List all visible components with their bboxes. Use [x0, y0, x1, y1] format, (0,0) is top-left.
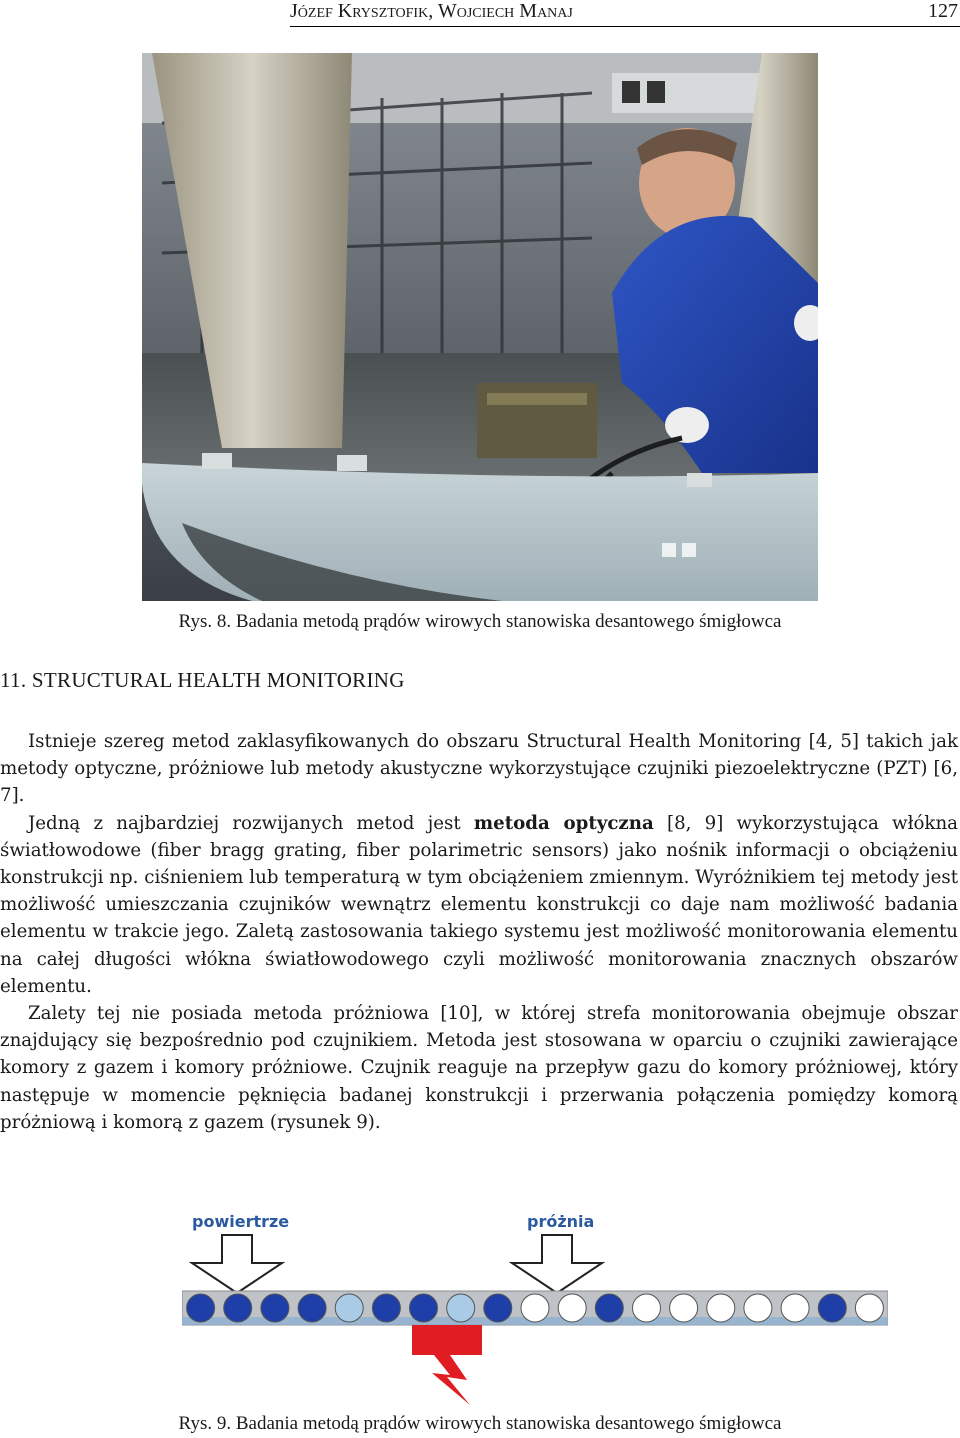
vacuum-chamber: [781, 1294, 809, 1322]
air-chamber: [818, 1294, 846, 1322]
air-chamber: [224, 1294, 252, 1322]
air-chamber: [261, 1294, 289, 1322]
air-chamber: [484, 1294, 512, 1322]
air-chamber: [410, 1294, 438, 1322]
label-vacuum: próżnia: [527, 1212, 595, 1231]
running-head: [290, 0, 960, 27]
air-chamber: [372, 1294, 400, 1322]
arrow-vacuum-icon: [512, 1235, 602, 1293]
air-chamber: [595, 1294, 623, 1322]
mixed-chamber: [335, 1294, 363, 1322]
paragraph-2-bold-term: metoda optyczna: [473, 812, 654, 834]
paragraph-3: Zalety tej nie posiada metoda próżniowa [10], w której strefa monitorowania obejmuje obszar znajdujący się bezpośrednio pod czujnikiem. Metoda jest stosowana w oparciu o czujniki zawierające komory z gazem i komory próżniowe. Czujnik reaguje na przepływ gazu do komory próżniowej, który następuje w momencie pęknięcia badanej konstrukcji i przerwania połączenia pomiędzy komorą próżniową i komorą z gazem (rysunek 9).: [0, 1003, 958, 1133]
mixed-chamber: [447, 1294, 475, 1322]
page-number: 127: [928, 0, 958, 22]
helicopter-ramp-photo: [142, 53, 818, 601]
air-chamber: [298, 1294, 326, 1322]
figure-9-caption: Rys. 9. Badania metodą prądów wirowych stanowiska desantowego śmigłowca: [178, 1413, 782, 1434]
arrow-air-icon: [192, 1235, 282, 1293]
vacuum-chamber: [521, 1294, 549, 1322]
running-head-authors: Józef Krysztofik, Wojciech Manaj: [290, 0, 573, 22]
paragraph-2: [0, 810, 958, 1000]
figure-9-diagram: [182, 1205, 888, 1405]
vacuum-chamber: [558, 1294, 586, 1322]
body-text: [0, 728, 958, 1136]
figure-8-caption: Rys. 8. Badania metodą prądów wirowych stanowiska desantowego śmigłowca: [178, 611, 782, 632]
paragraph-1: Istnieje szereg metod zaklasyfikowanych do obszaru Structural Health Monitoring [4, 5] takich jak metody optyczne, próżniowe lub metody akustyczne wykorzystujące czujniki piezoelektryczne (PZT) [6, 7].: [0, 731, 958, 807]
label-air: powiertrze: [192, 1212, 290, 1231]
vacuum-chamber: [744, 1294, 772, 1322]
vacuum-chamber: [855, 1294, 883, 1322]
vacuum-chamber: [670, 1294, 698, 1322]
vacuum-chamber: [707, 1294, 735, 1322]
paragraph-2-rest: [8, 9] wykorzystująca włókna światłowodowe (fiber bragg grating, fiber polarimetric sensors) jako nośnik informacji o obciążeniu konstrukcji np. ciśnieniem lub temperaturą w tym obciążeniem zmiennym. Wyróżnikiem tej metody jest możliwość umieszczania czujników wewnątrz elementu konstrukcji co daje nam możliwość badania elementu w trakcie jego. Zaletą zastosowania takiego systemu jest możliwość monitorowania elementu na całej długości włókna światłowodowego czyli możliwość monitorowania znacznych obszarów elementu.: [0, 812, 959, 997]
air-chamber: [187, 1294, 215, 1322]
figure-8-photo: [142, 53, 818, 601]
paragraph-2-start: Jedną z najbardziej rozwijanych metod jest: [28, 812, 474, 834]
vacuum-sensor-diagram: [182, 1205, 888, 1405]
section-heading: 11. STRUCTURAL HEALTH MONITORING: [0, 668, 405, 692]
vacuum-chamber: [633, 1294, 661, 1322]
crack-icon: [412, 1325, 482, 1405]
